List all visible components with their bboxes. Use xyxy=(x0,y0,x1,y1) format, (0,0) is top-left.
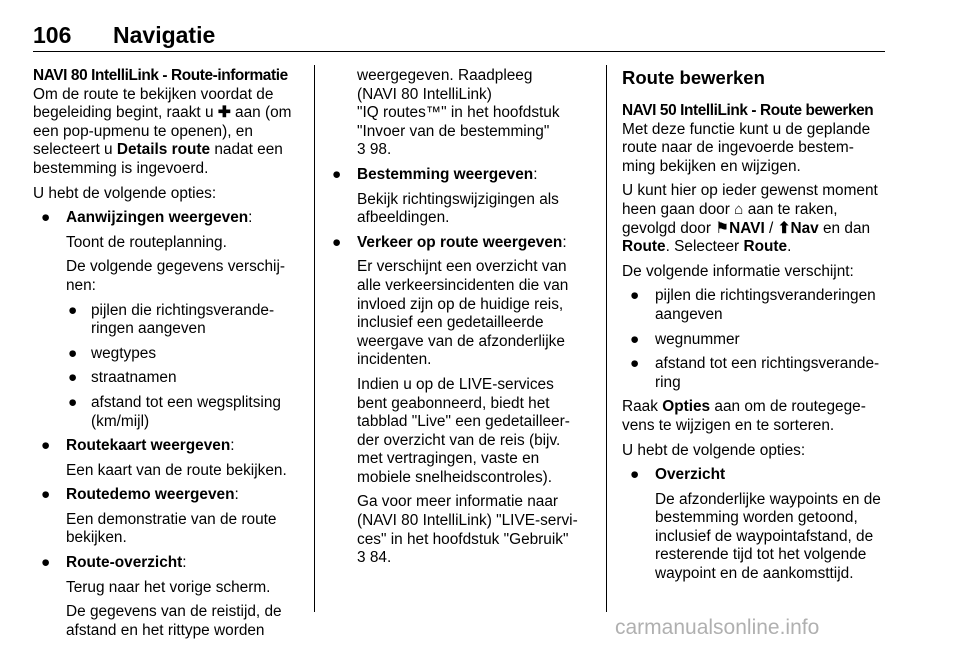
page-number: 106 xyxy=(33,22,72,48)
col2-continuation: weergegeven. Raadpleeg (NAVI 80 IntelliLink) "IQ routes™" in het hoofdstuk "Invoer van de bestemming" 3 98. xyxy=(357,67,560,159)
bullet-icon: ● xyxy=(41,486,51,504)
option-item: ● Route-overzicht: xyxy=(41,554,187,572)
bullet-icon: ● xyxy=(68,344,78,362)
sub-item: ● wegtypes xyxy=(68,344,157,362)
bullet-icon: ● xyxy=(332,165,342,183)
column-divider-2 xyxy=(606,65,607,612)
bullet-icon: ● xyxy=(332,233,342,251)
col1-options-intro: U hebt de volgende opties: xyxy=(33,184,217,202)
bullet-icon: ● xyxy=(41,209,51,227)
page-reference[interactable]: 98. xyxy=(369,141,392,159)
reference-icon: 3 xyxy=(357,141,366,159)
column-2: weergegeven. Raadpleeg (NAVI 80 IntelliLink) "IQ routes™" in het hoofdstuk "Invoer van de bestemming" 3 98. ● Bestemming weergeven: Bekijk richtingswijzigingen als afbeeldingen. ● Verkeer op route weergeven: Er verschijnt een overzicht van alle verkeersincidenten die van invloed zijn op de huidige reis, inclusief een gedetailleerde weergave van de afzonderlijke incidenten. Indien u op de LIVE-services bent geabonneerd, biedt het tabblad "Live" een gedetailleer- der overzicht van de reis (bijv. met vertragingen, vaste en mobiele snelheidscontroles). Ga voor meer informatie naar (NAVI 80 IntelliLink) "LIVE-servi- ces" in het hoofdstuk "Gebruik" 3 84. xyxy=(330,67,595,574)
home-icon: ⌂ xyxy=(734,200,744,218)
bullet-icon: ● xyxy=(68,369,78,387)
bullet-icon: ● xyxy=(41,437,51,455)
bullet-icon: ● xyxy=(630,330,640,348)
col1-heading: NAVI 80 IntelliLink - Route-informatie xyxy=(33,67,288,84)
option-item: ● Aanwijzingen weergeven: xyxy=(41,209,253,227)
page-reference[interactable]: 84. xyxy=(369,549,392,567)
option-item: ● Routedemo weergeven: xyxy=(41,486,239,504)
info-item: ● pijlen die richtingsveranderingen aangeven xyxy=(630,287,876,323)
bullet-icon: ● xyxy=(630,355,640,373)
column-divider-1 xyxy=(314,65,315,612)
option-item: ● Bestemming weergeven: xyxy=(332,165,538,183)
col1-intro: Om de route te bekijken voordat de begeleiding begint, raakt u ✚ aan (om een pop-upmenu te openen), en selecteert u Details route nadat een bestemming is ingevoerd. xyxy=(33,85,292,177)
bullet-icon: ● xyxy=(41,554,51,572)
info-item: ● wegnummer xyxy=(630,330,740,348)
option-item: ● Routekaart weergeven: xyxy=(41,437,235,455)
sub-item: ● pijlen die richtingsverande- ringen aangeven xyxy=(68,301,275,338)
watermark: carmanualsonline.info xyxy=(615,616,820,639)
up-arrow-icon: ⬆ xyxy=(777,219,791,237)
option-item: ● Overzicht xyxy=(630,466,726,484)
sub-item: ● afstand tot een wegsplitsing (km/mijl) xyxy=(68,393,281,430)
col3-heading: NAVI 50 IntelliLink - Route bewerken xyxy=(622,102,874,119)
info-item: ● afstand tot een richtingsverande- ring xyxy=(630,355,880,391)
option-item: ● Verkeer op route weergeven: xyxy=(332,233,567,251)
column-1: NAVI 80 IntelliLink - Route-informatie Om de route te bekijken voordat de begeleiding begint, raakt u ✚ aan (om een pop-upmenu te openen), en selecteert u Details route nadat een bestemming is ingevoerd. U hebt de volgende opties: ● Aanwijzingen weergeven: Toont de routeplanning. De volgende gegevens verschij- nen: ● pijlen die richtingsverande- ringen aangeven ● wegtypes ● straatnamen ● afstand tot een wegsplitsing (km/mijl) ● Routekaart weergeven: Een kaart van de route bekijken. ● Routedemo weergeven: Een demonstratie van de route bekijken. ● Route-overzicht: Terug naar het vorige scherm. De gegevens van de reistijd, de afstand en het rittype worden xyxy=(33,67,303,646)
section-title: Navigatie xyxy=(113,22,216,48)
sub-item: ● straatnamen xyxy=(68,369,177,387)
column-3: Route bewerken NAVI 50 IntelliLink - Route bewerken Met deze functie kunt u de geplande route naar de ingevoerde bestem- ming bekijken en wijzigen. U kunt hier op ieder gewenst moment heen gaan door ⌂ aan te raken, gevolgd door ⚑NAVI / ⬆Nav en dan Route. Selecteer Route. De volgende informatie verschijnt: ● pijlen die richtingsveranderingen aangeven ● wegnummer ● afstand tot een richtingsverande- ring Raak Opties aan om de routegege- vens te wijzigen en te sorteren. U hebt de volgende opties: ● Overzicht De afzonderlijke waypoints en de bestemming worden getoond, inclusief de waypointafstand, de resterende tijd tot het volgende waypoint en de aankomsttijd. xyxy=(622,67,887,590)
plus-icon: ✚ xyxy=(217,104,231,122)
flag-icon: ⚑ xyxy=(715,219,730,237)
bullet-icon: ● xyxy=(630,287,640,305)
header-rule xyxy=(33,51,885,52)
bullet-icon: ● xyxy=(68,393,78,411)
reference-icon: 3 xyxy=(357,549,366,567)
col3-title: Route bewerken xyxy=(622,67,765,88)
bullet-icon: ● xyxy=(68,301,78,319)
bullet-icon: ● xyxy=(630,466,640,484)
